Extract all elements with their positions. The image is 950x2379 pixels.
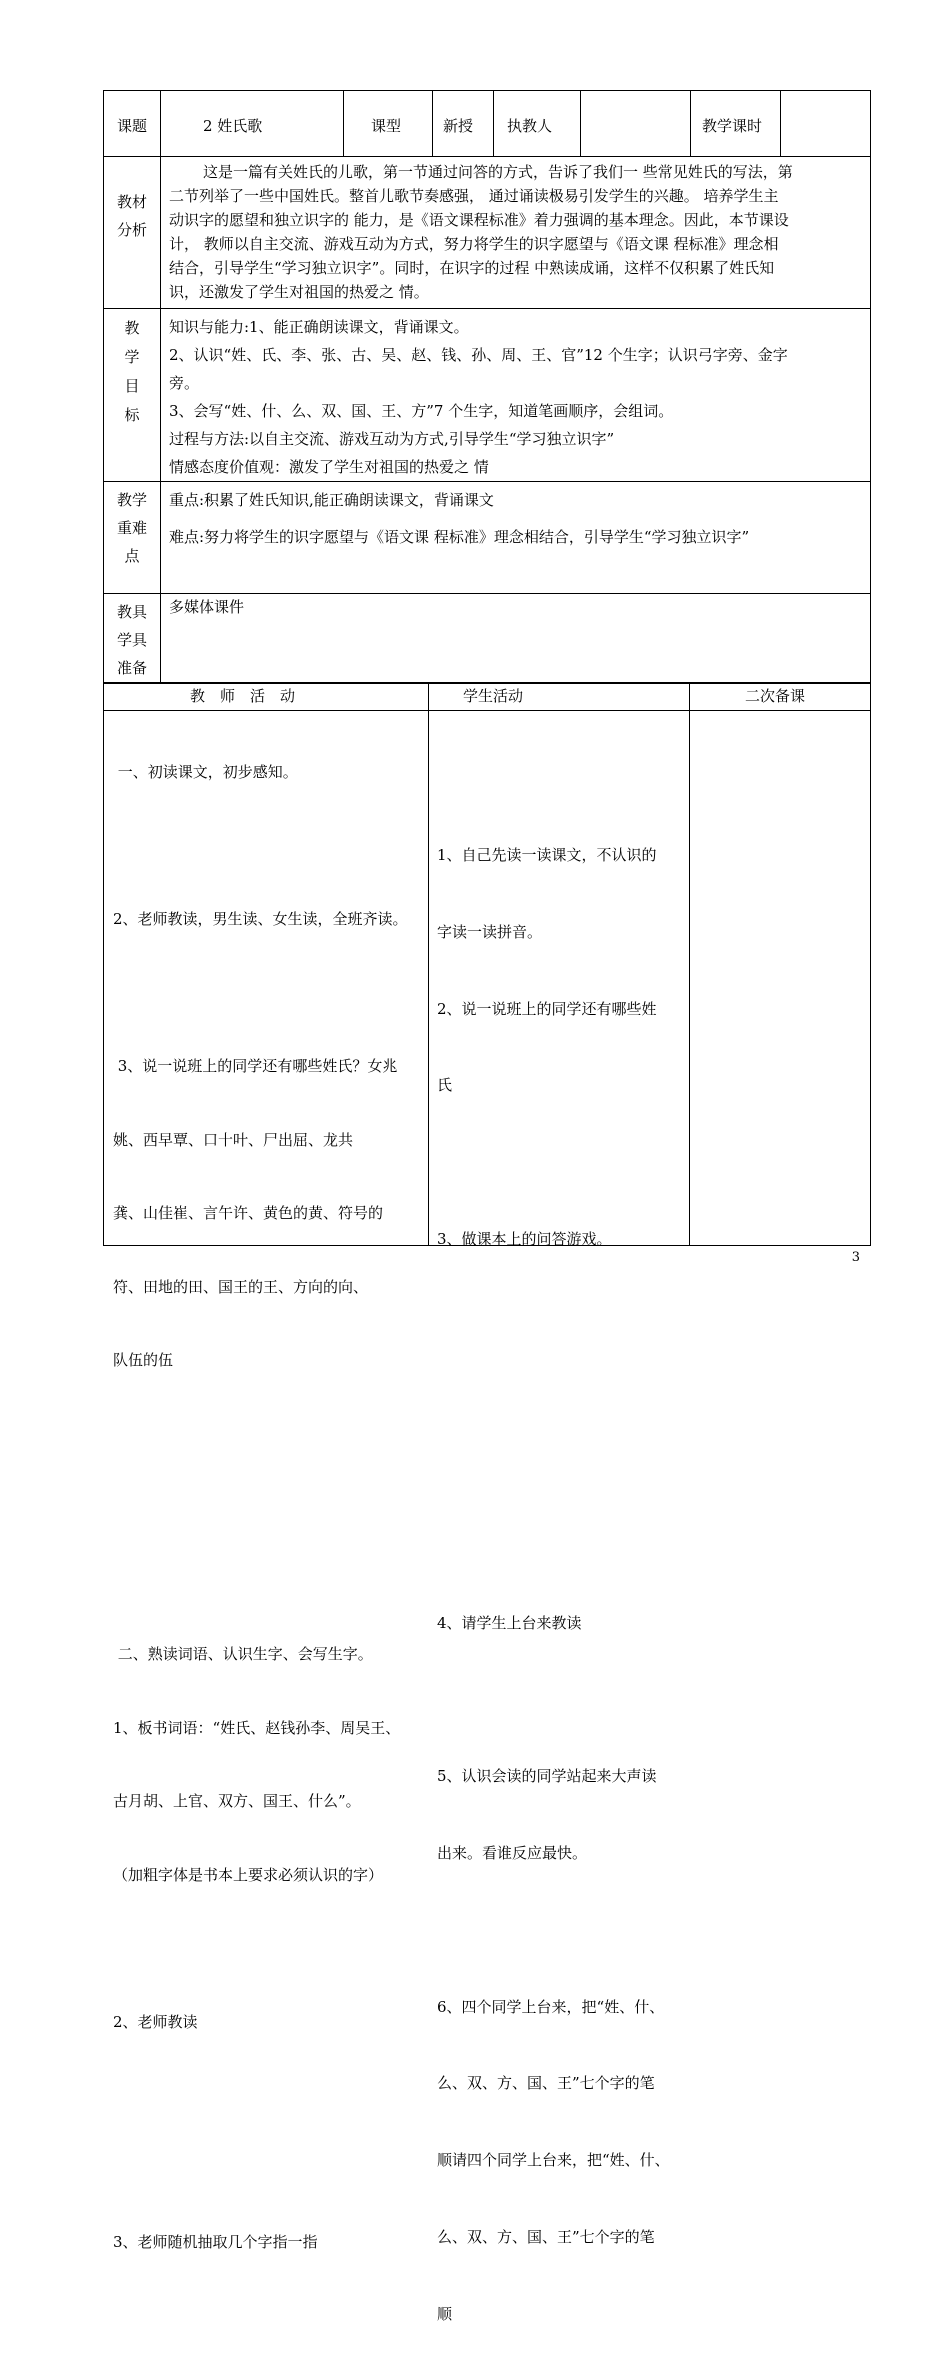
class-hours-label: 教学课时 — [702, 117, 763, 135]
tools-value: 多媒体课件 — [169, 598, 245, 616]
second-prep-header: 二次备课 — [745, 687, 806, 705]
lesson-type-label: 课型 — [371, 117, 402, 135]
teacher-activity-header: 教 师 活 动 — [190, 687, 296, 705]
tools-label: 教具 学具 准备 — [116, 603, 147, 677]
difficult-point: 难点:努力将学生的识字愿望与《语文课 程标准》理念相结合，引导学生“学习独立识字” — [169, 528, 750, 546]
student-activity-header: 学生活动 — [463, 687, 524, 705]
lesson-type: 新授 — [443, 117, 474, 135]
key-point: 重点:积累了姓氏知识,能正确朗读课文，背诵课文 — [169, 491, 494, 509]
goals-label: 教 学 目 标 — [124, 319, 140, 424]
goals-text: 知识与能力:1、能正确朗读课文，背诵课文。 2、认识“姓、氏、李、张、古、吴、赵、钱、孙、周、王、官”12 个生字；认识弓字旁、金字 旁。 3、会写“姓、什、么、双、国、王、方”7 个生字，知道笔画顺序，会组词。 过程与方法:以自主交流、游戏互动为方式,引导学生“学习独立识字” 情感态度价值观：激发了学生对祖国的热爱之 情 — [169, 318, 788, 476]
analysis-text: 这是一篇有关姓氏的儿歌，第一节通过问答的方式，告诉了我们一 些常见姓氏的写法，第 二节列举了一些中国姓氏。整首儿歌节奏感强， 通过诵读极易引发学生的兴趣。 培养学生主 动识字的愿望和独立识字的 能力，是《语文课程标准》着力强调的基本理念。因此，本节课设 计， 教师以自主交流、游戏互动为方式，努力将学生的识字愿望与《语文课 程标准》理念相 结合，引导学生“学习独立识字”。同时，在识字的过程 中熟读成诵，这样不仅积累了姓氏知 识，还激发了学生对祖国的热爱之 情。 — [169, 163, 793, 301]
teacher-label: 执教人 — [507, 117, 553, 135]
lesson-title: 2 姓氏歌 — [203, 117, 263, 135]
page-number: 3 — [851, 1250, 860, 1265]
student-activity-text: 1、自己先读一读课文，不认识的 字读一读拼音。 2、说一说班上的同学还有哪些姓 氏 3、做课本上的问答游戏。 4、请学生上台来教读 5、认识会读的同学站起来大声读 出来。看谁反应最快。 6、四个同学上台来，把“姓、什、 么、双、方、国、王”七个字的笔 顺请四个同学上台来，把“姓、什、 么、双、方、国、王”七个字的笔 顺 — [437, 845, 670, 2323]
keypoints-label: 教学 重难 点 — [116, 491, 147, 565]
lesson-title-label: 课题 — [117, 117, 148, 135]
analysis-label: 教材 分析 — [116, 193, 147, 239]
teacher-activity-text: 一、初读课文，初步感知。 2、老师教读，男生读、女生读，全班齐读。 3、说一说班上的同学还有哪些姓氏？女兆 姚、西早覃、口十叶、尸出屈、龙共 龚、山佳崔、言午许、黄色的黄、符号的 符、田地的田、国王的王、方向的向、 队伍的伍 二、熟读词语、认识生字、会写生字。 1、板书词语：“姓氏、赵钱孙李、周吴王、 古月胡、上官、双方、国王、什么”。 （加粗字体是书本上要求必须认识的字） 2、老师教读 3、老师随机抽取几个字指一指 — [113, 763, 408, 2251]
